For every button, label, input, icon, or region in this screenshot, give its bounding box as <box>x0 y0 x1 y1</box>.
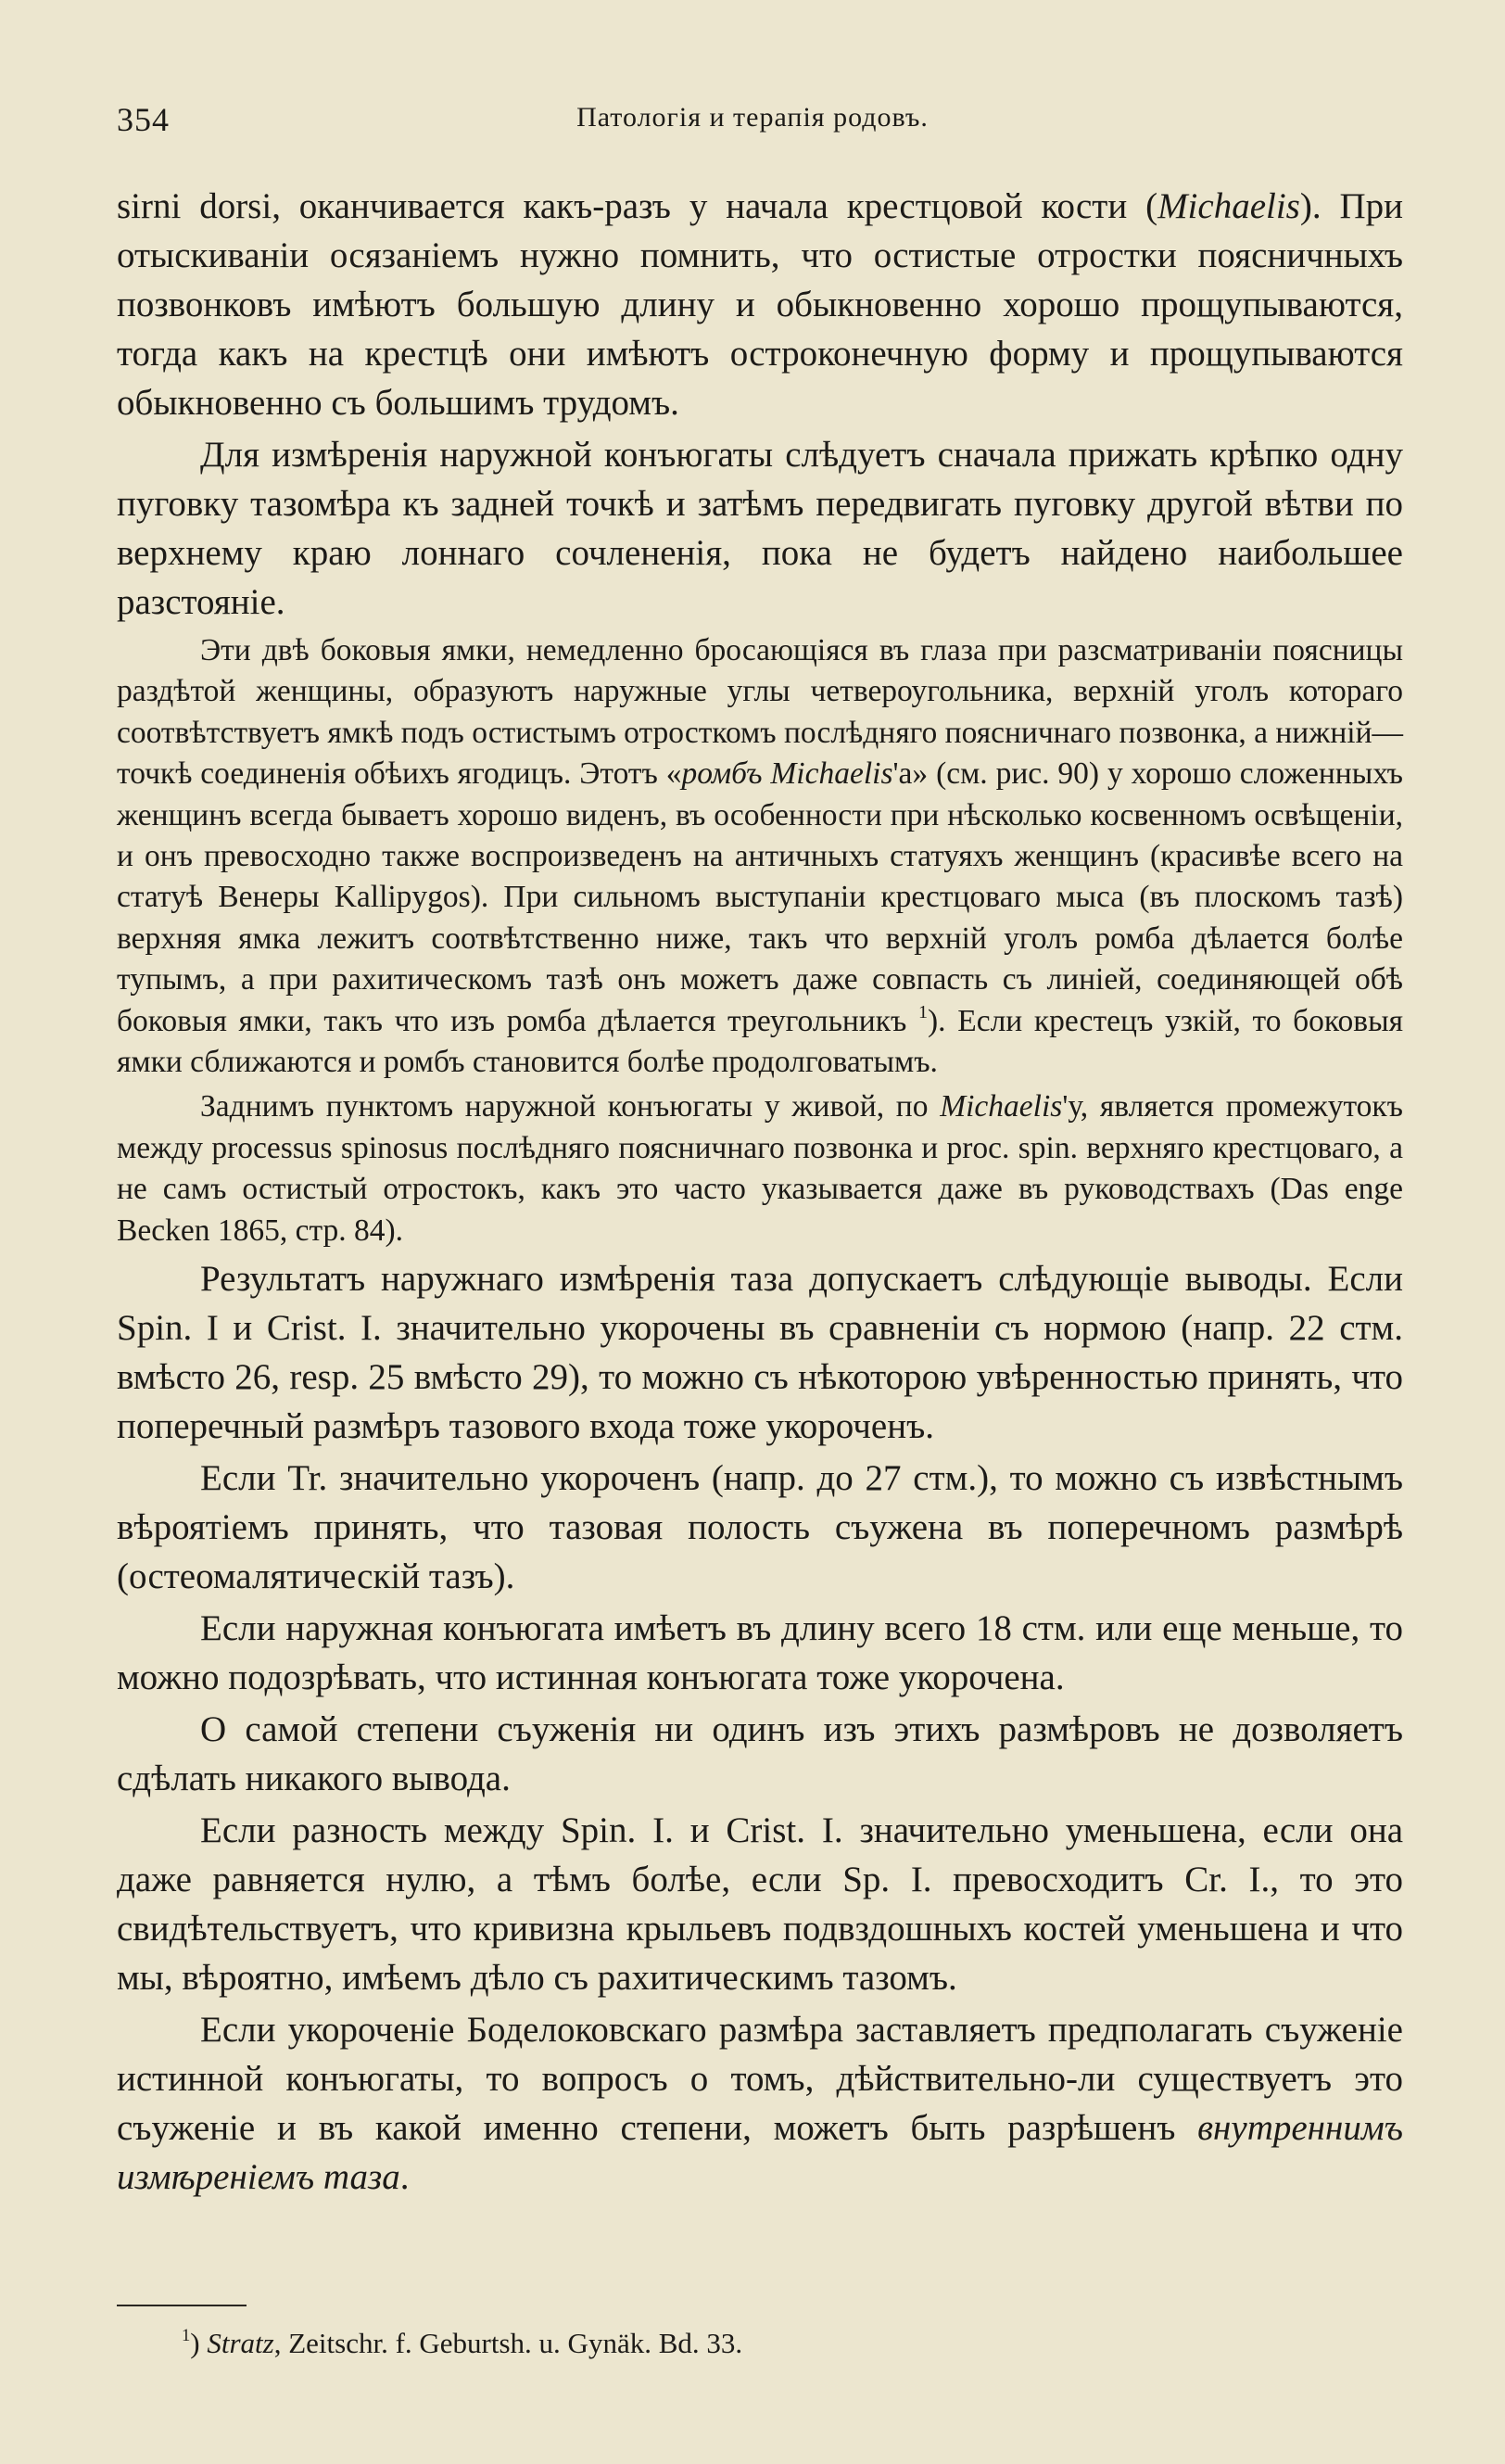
text-run: Заднимъ пунктомъ наружной конъюгаты у живой, по <box>200 1089 941 1124</box>
text-run: sirni dorsi, оканчивается какъ-разъ у начала крестцовой кости ( <box>117 186 1158 226</box>
running-title: Патологія и терапія родовъ. <box>576 102 929 133</box>
text-run: . <box>399 2157 410 2198</box>
footnote-text: , Zeitschr. f. Geburtsh. u. Gynäk. Bd. 33. <box>273 2327 743 2359</box>
text-run: Если укороченіе Боделоковскаго размѣра заставляетъ предполагать съуженіе истинной конъюгаты, то вопросъ о томъ, дѣйствительно-ли существуетъ это съуженіе и въ какой именно степени, можетъ быть разрѣшенъ <box>117 2010 1403 2149</box>
paragraph-p2 <box>117 430 1403 627</box>
paragraph-p10 <box>117 2005 1403 2202</box>
text-run: 'а» (см. рис. 90) у хорошо сложенныхъ женщинъ всегда бываетъ хорошо виденъ, въ особенности при нѣсколько косвенномъ освѣщеніи, и онъ превосходно также воспроизведенъ на античныхъ статуяхъ женщинъ (красивѣе всего на статуѣ Венеры Kallipygos). При сильномъ выступаніи крестцоваго мыса (въ плоскомъ тазѣ) верхняя ямка лежитъ соотвѣтственно ниже, такъ что верхній уголъ ромба дѣлается болѣе тупымъ, а при рахитическомъ тазѣ онъ можетъ даже совпасть съ линіей, соединяющей обѣ боковыя ямки, такъ что изъ ромба дѣлается треугольникъ <box>117 756 1403 1038</box>
footnote-marker: 1 <box>182 2325 191 2345</box>
footnote: $^1$) Stratz, Zeitschr. f. Geburtsh. u. Gynäk. Bd. 33. <box>182 2325 743 2359</box>
page-header <box>0 100 1505 146</box>
paragraph-p8 <box>117 1705 1403 1803</box>
paragraph-p3 <box>117 630 1403 1083</box>
text-run: Если Tr. значительно укороченъ (напр. до 27 стм.), то можно съ извѣстнымъ вѣроятіемъ принять, что тазовая полость съужена въ поперечномъ размѣрѣ (остеомалятическій тазъ). <box>117 1458 1403 1597</box>
paragraph-p5 <box>117 1254 1403 1451</box>
text-run: Если разность между Spin. I. и Crist. I. значительно уменьшена, если она даже равняется нулю, а тѣмъ болѣе, если Sp. I. превосходитъ Cr. I., то это свидѣтельствуетъ, что кривизна крыльевъ подвздошныхъ костей уменьшена и что мы, вѣроятно, имѣемъ дѣло съ рахитическимъ тазомъ. <box>117 1810 1403 1999</box>
italic-text: ромбъ Michaelis <box>681 756 893 792</box>
italic-text: Michaelis <box>940 1089 1063 1124</box>
paragraph-p1 <box>117 182 1403 427</box>
paragraph-p4 <box>117 1086 1403 1251</box>
footnote-ref: 1 <box>917 1001 929 1022</box>
paragraph-p7 <box>117 1604 1403 1702</box>
italic-text: внутреннимъ измѣреніемъ таза <box>117 2108 1403 2198</box>
page-number: 354 <box>117 101 170 138</box>
text-run: Результатъ наружнаго измѣренія таза допускаетъ слѣдующіе выводы. Если Spin. I и Crist. I. значительно укорочены въ сравненіи съ нормою (напр. 22 стм. вмѣсто 26, resp. 25 вмѣсто 29), то можно съ нѣкоторою увѣренностью принять, что поперечный размѣръ тазового входа тоже укороченъ. <box>117 1259 1403 1447</box>
text-run: Для измѣренія наружной конъюгаты слѣдуетъ сначала прижать крѣпко одну пуговку тазомѣра къ задней точкѣ и затѣмъ передвигать пуговку другой вѣтви по верхнему краю лоннаго сочлененія, пока не будетъ найдено наибольшее разстояніе. <box>117 435 1403 622</box>
text-run: 'у, является промежутокъ между processus spinosus послѣдняго поясничнаго позвонка и proc. spin. верхняго крестцоваго, а не самъ остистый отростокъ, какъ это часто указывается даже въ руководствахъ (Das enge Becken 1865, стр. 84). <box>117 1089 1403 1248</box>
text-run: Если наружная конъюгата имѣетъ въ длину всего 18 стм. или еще меньше, то можно подозрѣвать, что истинная конъюгата тоже укорочена. <box>117 1608 1403 1698</box>
paragraph-p6 <box>117 1454 1403 1601</box>
italic-text: Michaelis <box>1157 186 1300 226</box>
paragraph-p9 <box>117 1806 1403 2002</box>
footnote-author: Stratz <box>207 2327 274 2359</box>
text-run: ). Если крестецъ узкій, то боковыя ямки сближаются и ромбъ становится болѣе продолговатымъ. <box>117 1003 1403 1080</box>
text-run: Эти двѣ боковыя ямки, немедленно бросающіяся въ глаза при разсматриваніи поясницы раздѣтой женщины, образуютъ наружные углы четвероугольника, верхній уголъ котораго соотвѣтствуетъ ямкѣ подъ остистымъ отросткомъ послѣдняго поясничнаго позвонка, а нижній—точкѣ соединенія обѣихъ ягодицъ. Этотъ « <box>117 633 1403 792</box>
text-body <box>117 182 1403 2202</box>
text-run: О самой степени съуженія ни одинъ изъ этихъ размѣровъ не дозволяетъ сдѣлать никакого вывода. <box>117 1709 1403 1799</box>
footnote-rule <box>117 2305 247 2306</box>
text-run: ). При отыскиваніи осязаніемъ нужно помнить, что остистые отростки поясничныхъ позвонковъ имѣютъ большую длину и обыкновенно хорошо прощупываются, тогда какъ на крестцѣ они имѣютъ остроконечную форму и прощупываются обыкновенно съ большимъ трудомъ. <box>117 186 1403 423</box>
